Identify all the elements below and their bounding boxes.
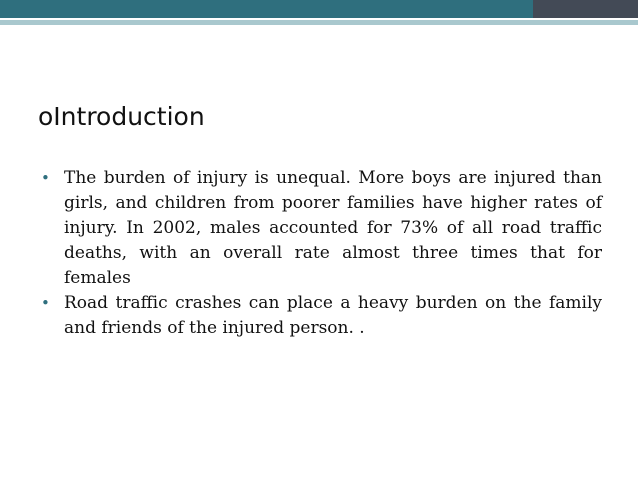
bullet-text: Road traffic crashes can place a heavy burden on the family and friends of the injured person. .	[64, 293, 602, 338]
title-marker: o	[38, 102, 54, 131]
bullet-marker: •	[41, 169, 50, 187]
header-bar-secondary	[533, 0, 638, 18]
slide-title	[38, 100, 205, 134]
header-bar-primary	[0, 0, 533, 18]
bullet-item	[40, 166, 602, 291]
slide-title-text: Introduction	[53, 102, 205, 131]
slide-header-bar	[0, 0, 638, 26]
bullet-item	[40, 291, 602, 341]
bullet-text: The burden of injury is unequal. More boys are injured than girls, and children from poorer families have higher rates of injury. In 2002, males accounted for 73% of all road traffic deaths, with an overall rate almost three times that for females	[64, 168, 602, 288]
header-underline	[0, 20, 638, 25]
bullet-marker: •	[41, 294, 50, 312]
bullet-list	[40, 166, 602, 341]
